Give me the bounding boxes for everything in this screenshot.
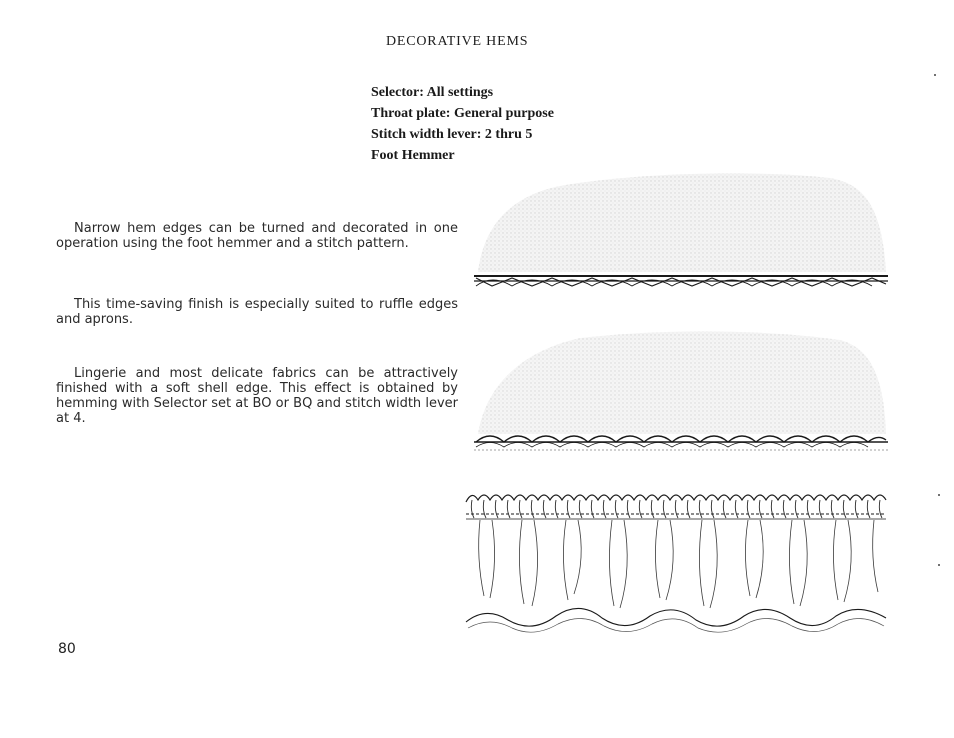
illustration-ruffle [462,488,890,640]
page-title: DECORATIVE HEMS [386,34,529,49]
setting-stitch-width: Stitch width lever: 2 thru 5 [371,127,533,142]
shell-stitch [476,436,886,442]
paragraph-time-saving: This time-saving finish is especially suited to ruffle edges and aprons. [56,297,458,327]
scan-speck [934,74,936,76]
scan-speck [938,494,940,496]
settings-block [371,82,554,166]
setting-foot: Foot Hemmer [371,148,455,163]
illustration-shell-edge [470,326,890,460]
fabric-shade [478,173,886,272]
paragraph-lingerie: Lingerie and most delicate fabrics can be attractively finished with a soft shell edge. This effect is obtained by hemming with Selector set at BO or BQ and stitch width lever at 4. [56,366,458,426]
ruffle-bottom-edge [466,608,886,626]
paragraph-narrow-hem: Narrow hem edges can be turned and decorated in one operation using the foot hemmer and a stitch pattern. [56,221,458,251]
scan-speck [938,564,940,566]
setting-throat-plate: Throat plate: General purpose [371,106,554,121]
ruffle-folds [479,520,878,608]
page-number: 80 [58,641,76,657]
ruffle-gathers [471,500,882,518]
setting-selector: Selector: All settings [371,85,494,100]
fabric-shade [478,331,886,434]
illustration-zigzag-hem [470,168,890,298]
